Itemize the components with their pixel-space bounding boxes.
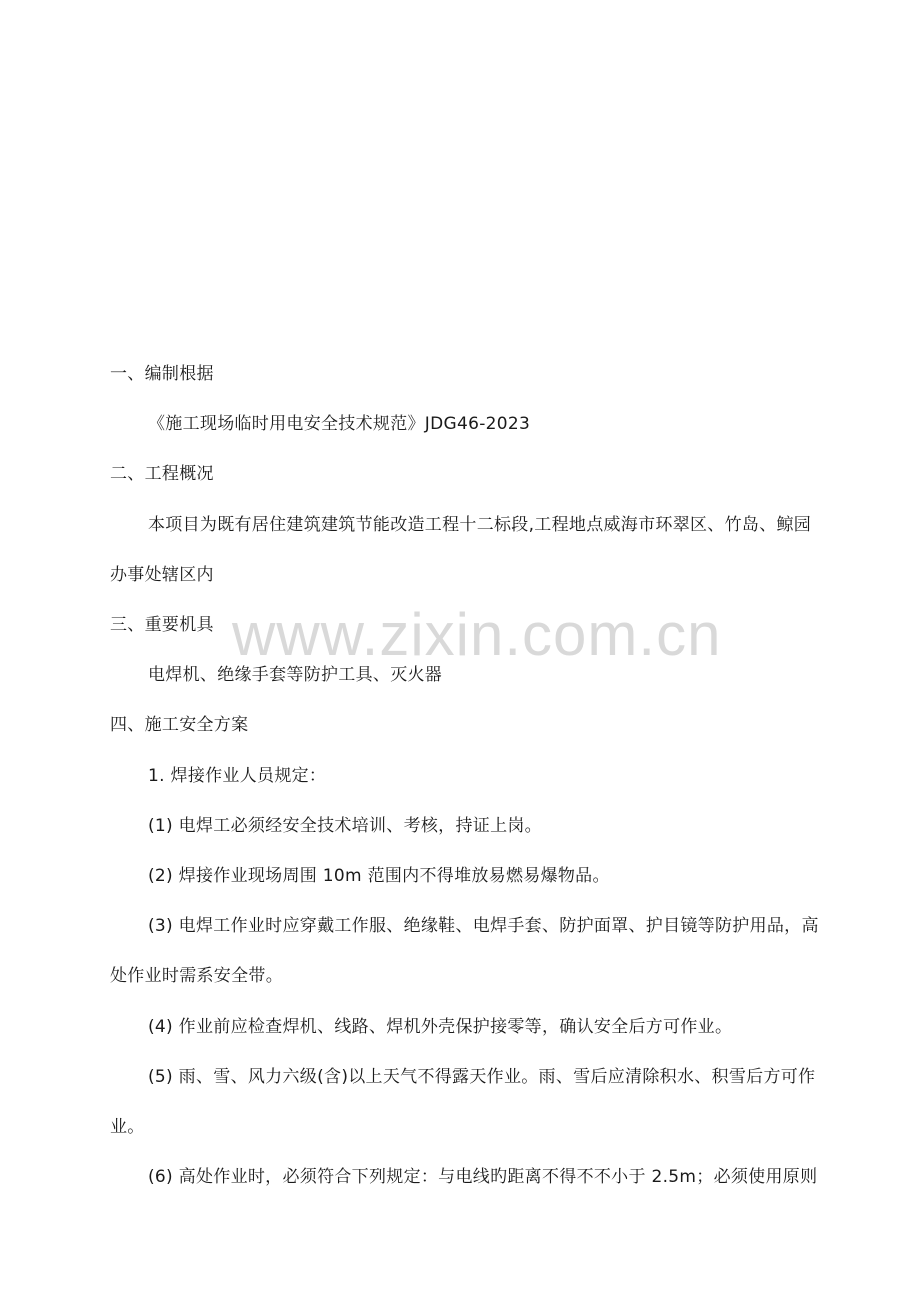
list-item-6-line1: (6) 高处作业时，必须符合下列规定：与电线旳距离不得不不小于 2.5m；必须使用原则 — [148, 1167, 818, 1187]
section-body-equipment: 电焊机、绝缘手套等防护工具、灭火器 — [148, 665, 443, 685]
section-heading-basis: 一、编制根据 — [110, 364, 214, 384]
list-item-1: (1) 电焊工必须经安全技术培训、考核，持证上岗。 — [148, 816, 542, 836]
list-item-3-line1: (3) 电焊工作业时应穿戴工作服、绝缘鞋、电焊手套、防护面罩、护目镜等防护用品，高 — [148, 916, 819, 936]
list-item-5-line1: (5) 雨、雪、风力六级(含)以上天气不得露天作业。雨、雪后应清除积水、积雪后方可作 — [148, 1067, 816, 1087]
watermark: www.zixin.com.cn — [232, 601, 722, 668]
section-heading-safety-plan: 四、施工安全方案 — [110, 715, 249, 735]
list-item-2: (2) 焊接作业现场周围 10m 范围内不得堆放易燃易爆物品。 — [148, 866, 610, 886]
section-heading-overview: 二、工程概况 — [110, 464, 214, 484]
section-body-overview-line2: 办事处辖区内 — [110, 565, 214, 585]
list-item-5-line2: 业。 — [110, 1117, 145, 1137]
section-body-overview-line1: 本项目为既有居住建筑建筑节能改造工程十二标段,工程地点威海市环翠区、竹岛、鲸园 — [148, 515, 812, 535]
list-item-4: (4) 作业前应检查焊机、线路、焊机外壳保护接零等，确认安全后方可作业。 — [148, 1017, 733, 1037]
subsection-heading-welders: 1. 焊接作业人员规定： — [148, 766, 327, 786]
list-item-3-line2: 处作业时需系安全带。 — [110, 966, 283, 986]
section-body-basis: 《施工现场临时用电安全技术规范》JDG46-2023 — [148, 414, 531, 434]
section-heading-equipment: 三、重要机具 — [110, 615, 214, 635]
